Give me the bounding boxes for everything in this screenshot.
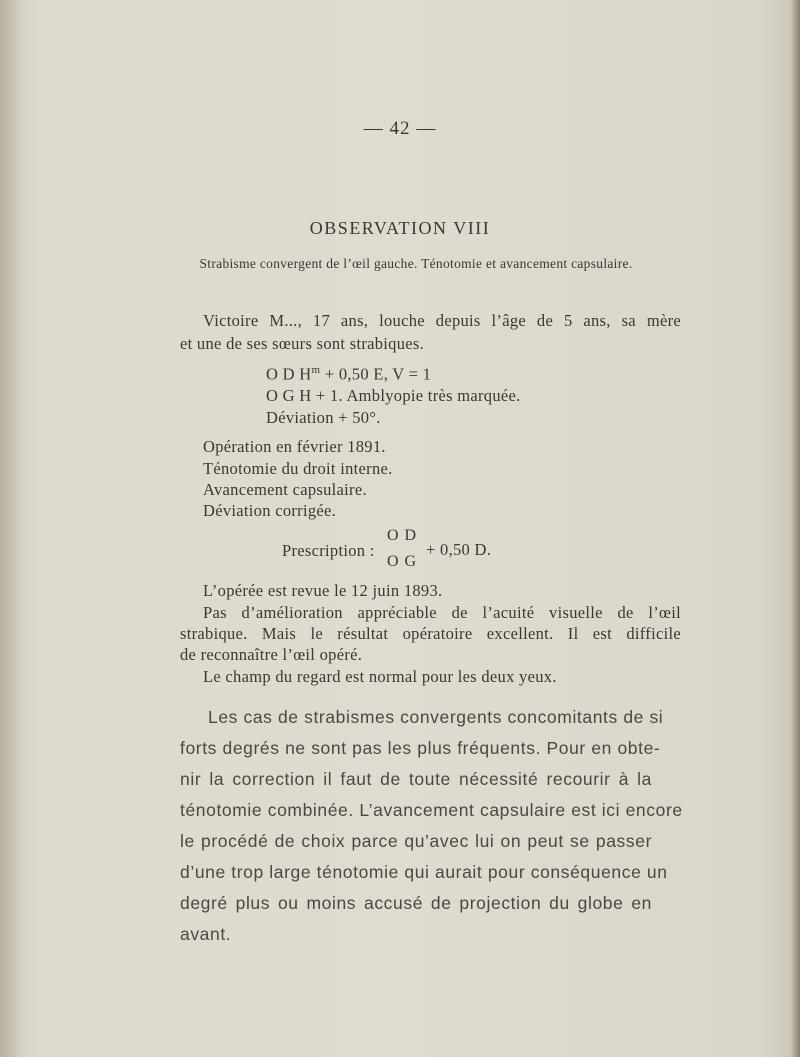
prescription-denominator: O G <box>387 553 418 570</box>
operation-line-2: Ténotomie du droit interne. <box>203 459 393 478</box>
followup-line-1: L’opérée est revue le 12 juin 1893. <box>203 581 443 600</box>
conclusion-line-1: Les cas de strabismes convergents concomitants de si <box>208 707 664 727</box>
operation-line-1: Opération en février 1891. <box>203 437 386 456</box>
page-right-edge-shadow <box>790 0 800 1057</box>
conclusion-line-6: d’une trop large ténotomie qui aurait pour conséquence un <box>180 862 668 882</box>
page-left-edge-shadow <box>0 0 22 1057</box>
page-number: — 42 — <box>363 118 437 139</box>
observation-title: OBSERVATION VIII <box>309 218 491 238</box>
finding-od-suffix: + 0,50 E, V = 1 <box>320 364 432 384</box>
prescription-value: + 0,50 D. <box>426 540 492 559</box>
prescription-label: Prescription : <box>282 541 375 560</box>
intro-line-1: Victoire M..., 17 ans, louche depuis l’âge de 5 ans, sa mère <box>203 311 681 330</box>
conclusion-line-8: avant. <box>180 924 232 944</box>
operation-line-4: Déviation corrigée. <box>203 501 337 520</box>
conclusion-line-2: forts degrés ne sont pas les plus fréquents. Pour en obte- <box>180 738 661 758</box>
finding-od-sup: m <box>311 364 321 376</box>
finding-og: O G H + 1. Amblyopie très marquée. <box>266 386 521 405</box>
followup-line-2: Pas d’amélioration appréciable de l’acuité visuelle de l’œil <box>203 603 681 622</box>
conclusion-line-7: degré plus ou moins accusé de projection du globe en <box>180 893 652 913</box>
conclusion-line-3: nir la correction il faut de toute nécessité recourir à la <box>180 769 652 789</box>
followup-line-5: Le champ du regard est normal pour les deux yeux. <box>203 667 557 686</box>
followup-line-4: de reconnaître l’œil opéré. <box>180 645 363 664</box>
observation-subtitle: Strabisme convergent de l’œil gauche. Ténotomie et avancement capsulaire. <box>199 256 633 271</box>
followup-line-3: strabique. Mais le résultat opératoire excellent. Il est difficile <box>180 624 681 643</box>
finding-od <box>266 364 431 385</box>
conclusion-line-5: le procédé de choix parce qu’avec lui on peut se passer <box>180 831 652 851</box>
finding-od-prefix: O D H <box>266 364 312 384</box>
conclusion-line-4: ténotomie combinée. L’avancement capsulaire est ici encore <box>180 800 683 820</box>
intro-line-2: et une de ses sœurs sont strabiques. <box>180 334 425 353</box>
finding-deviation: Déviation + 50°. <box>266 408 381 427</box>
operation-line-3: Avancement capsulaire. <box>203 480 367 499</box>
prescription-numerator: O D <box>387 527 418 544</box>
